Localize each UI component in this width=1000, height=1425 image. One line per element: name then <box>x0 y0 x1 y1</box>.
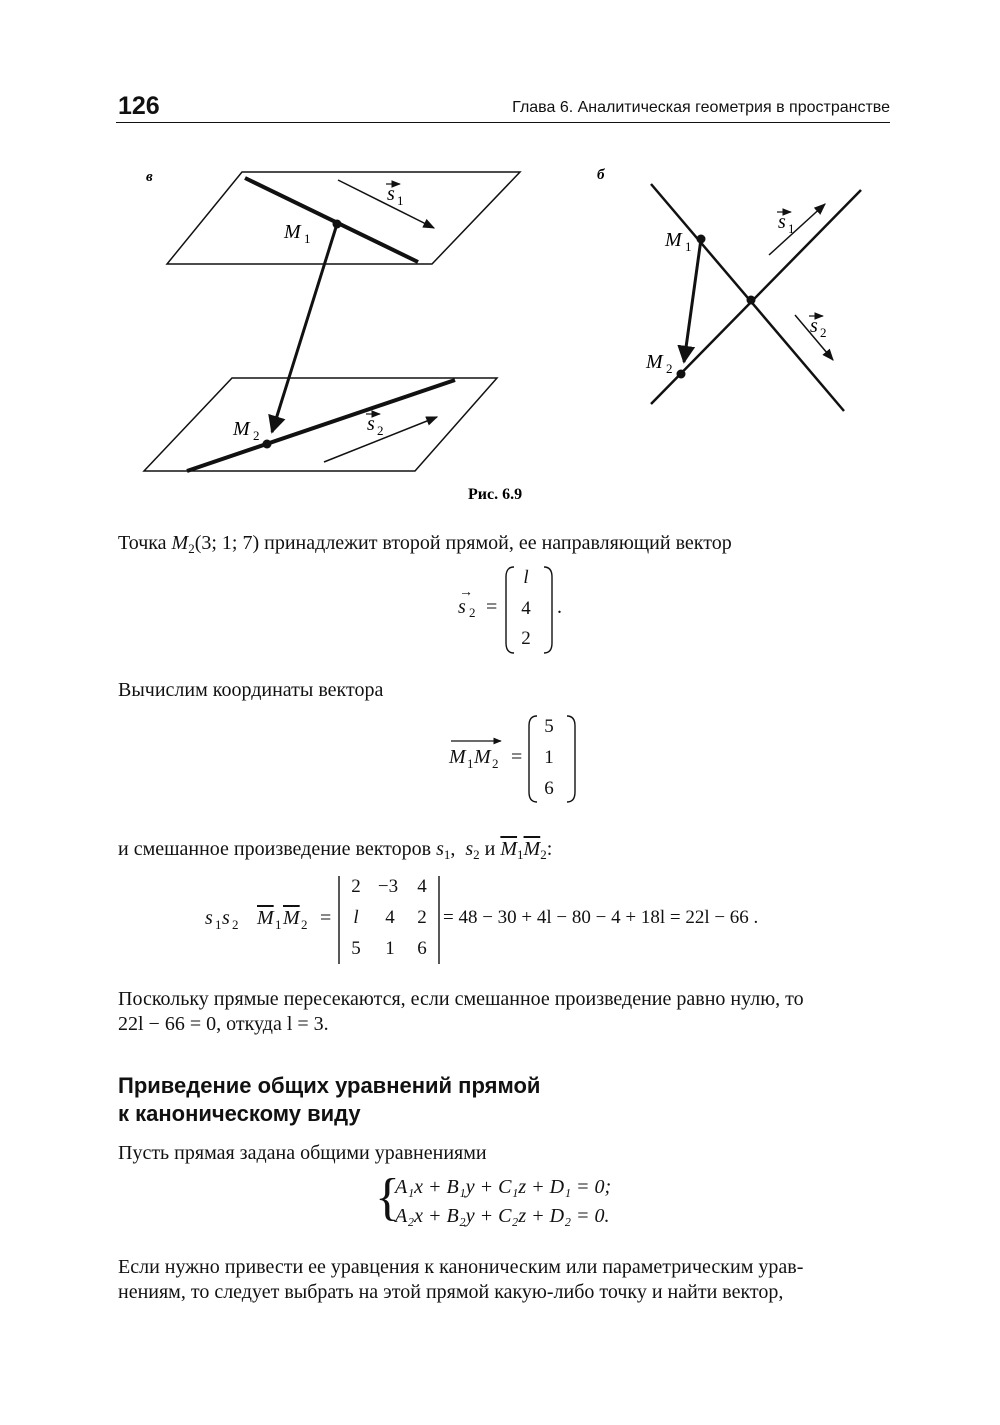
s2-y: 4 <box>521 598 531 619</box>
det-r2c3: 2 <box>417 907 427 928</box>
det-r2c1: l <box>353 907 359 928</box>
det-r1c3: 4 <box>417 876 427 897</box>
paragraph-5: Пусть прямая задана общими уравнениями <box>118 1142 487 1164</box>
paragraph-6: Если нужно привести ее уравцения к каноническим или параметрическим урав- нениям, то следует выбрать на этой прямой какую-либо точку и найти вектор, <box>118 1256 804 1303</box>
system-line-2: A₂x + B₂y + C₂z + D₂ = 0. <box>395 1205 610 1227</box>
label-s1: s <box>387 183 395 205</box>
system-of-equations: { A₁x + B₁y + C₁z + D₁ = 0; A₂x + B₂y + C₂z + D₂ = 0. <box>375 1169 612 1227</box>
chapter-title: Глава 6. Аналитическая геометрия в пространстве <box>512 99 890 116</box>
det-r3c2: 1 <box>385 938 395 959</box>
point-m2 <box>263 440 272 449</box>
s2-x: l <box>523 567 529 588</box>
label-m2: M <box>233 418 250 440</box>
s2-z: 2 <box>521 628 531 649</box>
label-b-m2-sub: 2 <box>666 361 673 376</box>
label-b-s1-sub: 1 <box>788 221 795 236</box>
page-number: 126 <box>118 92 160 120</box>
paragraph-3: и смешанное произведение векторов $s_1$, $s_2$ и $\overline{M}_1\overline{M}_2$: <box>118 838 553 862</box>
label-m2-sub: 2 <box>253 428 260 443</box>
upper-plane <box>167 172 520 264</box>
panel-a-label: в <box>146 169 153 185</box>
label-b-s2-sub: 2 <box>820 325 827 340</box>
vector-m1m2 <box>272 224 337 432</box>
det-r2c2: 4 <box>385 907 395 928</box>
determinant-equation: s 1 s 2 $\overline{M}$ 1 $\overline{M}$ 2 = 2 −3 4 l 4 2 5 1 6 = 48 − 30 + 4l − 80 − 4 + 18l = 22l − 66 . <box>205 876 759 959</box>
panel-b-label: б <box>597 167 605 183</box>
m1m2-y: 1 <box>544 747 554 768</box>
figure-caption: Рис. 6.9 <box>468 486 523 503</box>
det-r1c1: 2 <box>351 876 361 897</box>
point-b-m2 <box>677 370 686 379</box>
system-line-1: A₁x + B₁y + C₁z + D₁ = 0; <box>395 1176 612 1198</box>
label-m1: M <box>284 221 301 243</box>
det-r1c2: −3 <box>377 876 399 897</box>
label-s1-sub: 1 <box>397 193 404 208</box>
determinant-result: = 48 − 30 + 4l − 80 − 4 + 18l = 22l − 66 . <box>443 907 759 928</box>
paragraph-1: Точка $M_2(3$; 1; 7) принадлежит второй прямой, ее направляющий вектор <box>118 532 732 556</box>
label-b-s1: s <box>778 211 786 233</box>
m1m2-z: 6 <box>544 778 554 799</box>
label-s2-sub: 2 <box>377 423 384 438</box>
paragraph-2: Вычислим координаты вектора <box>118 679 384 701</box>
section-heading: Приведение общих уравнений прямой к каноническому виду <box>118 1073 541 1126</box>
label-b-m1-sub: 1 <box>685 239 692 254</box>
intersection-point <box>747 296 756 305</box>
label-m1-sub: 1 <box>304 231 311 246</box>
paragraph-4: Поскольку прямые пересекаются, если смешанное произведение равно нулю, то 22l − 66 = 0, откуда l = 3. <box>118 988 804 1035</box>
label-s2: s <box>367 413 375 435</box>
label-b-s2: s <box>810 315 818 337</box>
vector-b-m1m2 <box>684 239 701 362</box>
label-b-m1: M <box>665 229 682 251</box>
s2-vector-equation: s → 2 = l 4 2 . <box>458 563 578 658</box>
figure-6-9 <box>0 0 1000 520</box>
m1m2-vector-equation: M 1 M 2 = 5 1 6 <box>449 708 579 803</box>
det-r3c1: 5 <box>351 938 361 959</box>
label-b-m2: M <box>646 351 663 373</box>
m1m2-x: 5 <box>544 716 554 737</box>
det-r3c3: 6 <box>417 938 427 959</box>
vector-s1-arrow <box>338 180 434 228</box>
